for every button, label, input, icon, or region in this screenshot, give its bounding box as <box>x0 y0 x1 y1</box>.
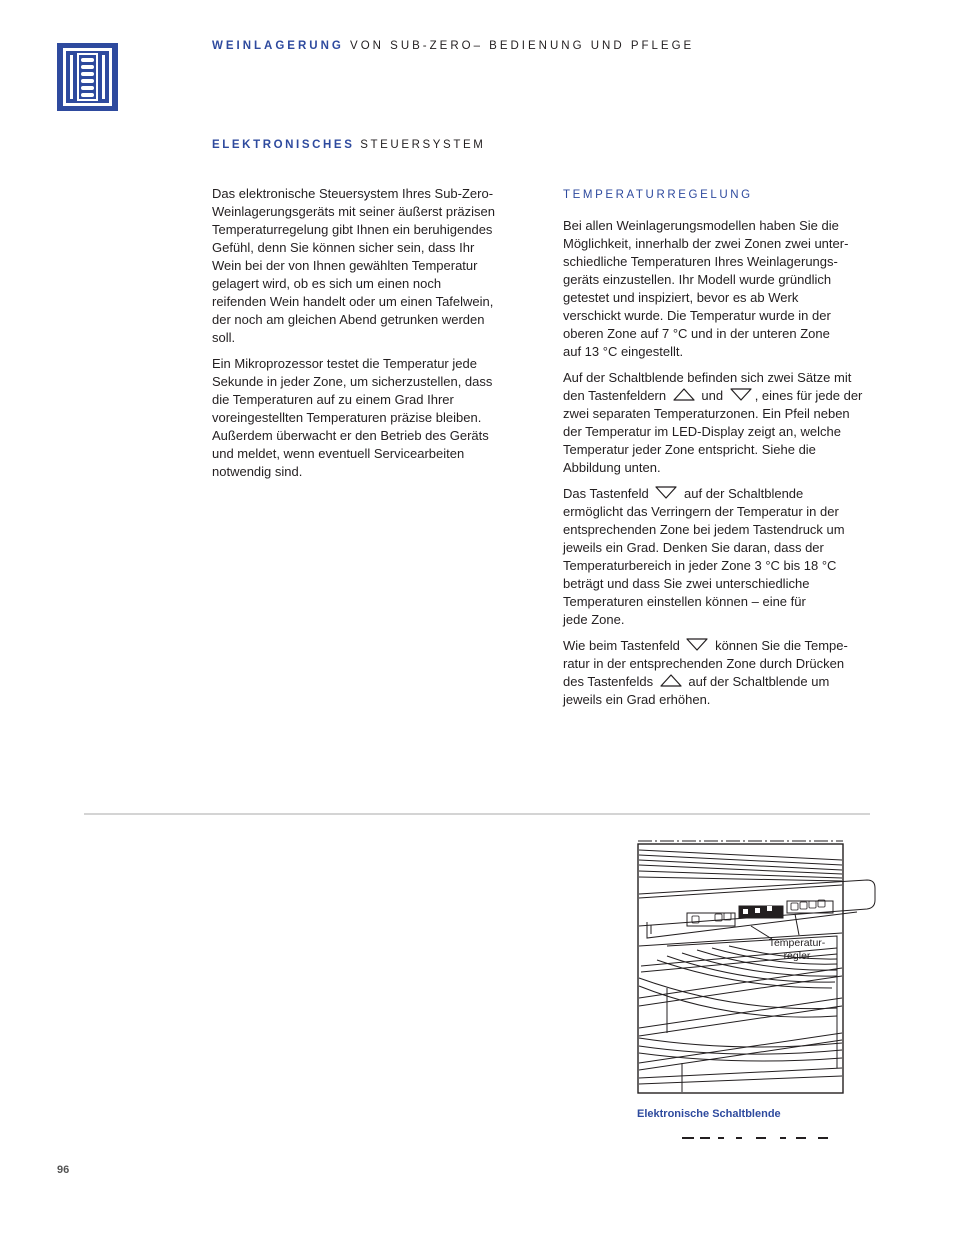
section-title <box>212 139 485 151</box>
subsection-heading: TEMPERATURREGELUNG <box>563 189 753 201</box>
text-line: ratur in der entsprechenden Zone durch Drücken <box>563 656 845 671</box>
text-line <box>563 673 888 691</box>
figure-caption: Elektronische Schaltblende <box>637 1108 781 1120</box>
section-title-rest: STEUERSYSTEM <box>354 139 486 151</box>
inline-text: den Tastenfeldern <box>563 388 667 403</box>
right-column <box>563 186 888 717</box>
inline-text: , eines für jede der <box>754 388 863 403</box>
control-panel-illustration <box>637 838 877 1098</box>
text-line: auf 13 °C eingestellt. <box>563 344 684 359</box>
text-line: jeweils ein Grad. Denken Sie daran, dass der <box>563 540 824 555</box>
microprocessor-paragraph <box>212 355 532 481</box>
text-line: Sekunde in jeder Zone, um sicherzustellen, dass <box>212 374 493 389</box>
text-line: schiedliche Temperaturen Ihres Weinlagerungs- <box>563 254 838 269</box>
divider <box>84 813 870 815</box>
text-line: Ein Mikroprozessor testet die Temperatur jede <box>212 356 477 371</box>
up-arrow-icon <box>659 673 683 688</box>
text-line: entsprechenden Zone bei jedem Tastendruck um <box>563 522 845 537</box>
intro-paragraph <box>212 185 532 347</box>
running-header <box>212 40 694 52</box>
text-line: getestet und inspiziert, bevor es ab Werk <box>563 290 799 305</box>
down-arrow-icon <box>654 485 678 500</box>
inline-text: Wie beim Tastenfeld <box>563 638 680 653</box>
page-number: 96 <box>57 1164 70 1176</box>
figure-label-line2: regler <box>783 950 811 962</box>
sub-zero-logo <box>57 43 118 111</box>
inline-text: können Sie die Tempe- <box>715 638 848 653</box>
inline-text: auf der Schaltblende um <box>688 674 830 689</box>
text-line <box>563 387 888 405</box>
increase-paragraph <box>563 637 888 709</box>
inline-text: Das Tastenfeld <box>563 486 649 501</box>
text-line: gelagert wird, ob es sich um einen noch <box>212 276 442 291</box>
section-title-strong: ELEKTRONISCHES <box>212 139 355 151</box>
text-line: Auf der Schaltblende befinden sich zwei Sätze mit <box>563 370 852 385</box>
text-line: Temperatur jeder Zone entspricht. Siehe die <box>563 442 816 457</box>
inline-text: des Tastenfelds <box>563 674 654 689</box>
text-line: jede Zone. <box>563 612 625 627</box>
keypads-paragraph <box>563 369 888 477</box>
text-line: der Temperatur im LED-Display zeigt an, welche <box>563 424 841 439</box>
text-line: soll. <box>212 330 236 345</box>
cutoff-artifact <box>680 1133 840 1143</box>
text-line: und meldet, wenn eventuell Servicearbeiten <box>212 446 465 461</box>
settings-paragraph <box>563 217 888 361</box>
text-line: notwendig sind. <box>212 464 303 479</box>
text-line: Temperaturregelung gibt Ihnen ein beruhigendes <box>212 222 493 237</box>
text-line: Weinlagerungsgeräts mit seiner äußerst präzisen <box>212 204 496 219</box>
text-line: Das elektronische Steuersystem Ihres Sub-Zero- <box>212 186 494 201</box>
down-arrow-icon <box>685 637 709 652</box>
text-line: Möglichkeit, innerhalb der zwei Zonen zwei unter- <box>563 236 849 251</box>
decrease-paragraph <box>563 485 888 629</box>
text-line: ermöglicht das Verringern der Temperatur in der <box>563 504 839 519</box>
text-line <box>563 637 888 655</box>
text-line: Abbildung unten. <box>563 460 661 475</box>
text-line: verschickt wurde. Die Temperatur wurde in der <box>563 308 831 323</box>
text-line: zwei separaten Temperaturzonen. Ein Pfeil neben <box>563 406 850 421</box>
text-line: beträgt und dass Sie zwei unterschiedliche <box>563 576 810 591</box>
inline-text: und <box>701 388 724 403</box>
figure-label-line1: Temperatur- <box>768 937 826 949</box>
left-column <box>212 185 532 489</box>
text-line: die Temperaturen auf zu einem Grad Ihrer <box>212 392 454 407</box>
text-line: Wein bei der von Ihnen gewählten Temperatur <box>212 258 478 273</box>
text-line: Gefühl, denn Sie können sicher sein, dass Ihr <box>212 240 475 255</box>
text-line: geräts einzustellen. Ihr Modell wurde gründlich <box>563 272 832 287</box>
text-line: der noch am gleichen Abend getrunken werden <box>212 312 485 327</box>
text-line <box>563 485 888 503</box>
down-arrow-icon <box>729 387 753 402</box>
text-line: oberen Zone auf 7 °C und in der unteren Zone <box>563 326 830 341</box>
text-line: Temperaturen einstellen können – eine für <box>563 594 806 609</box>
header-strong: WEINLAGERUNG <box>212 40 344 52</box>
text-line: voreingestellten Temperaturen präzise bleiben. <box>212 410 482 425</box>
text-line: jeweils ein Grad erhöhen. <box>563 692 711 707</box>
inline-text: auf der Schaltblende <box>684 486 804 501</box>
up-arrow-icon <box>672 387 696 402</box>
text-line: Bei allen Weinlagerungsmodellen haben Sie die <box>563 218 839 233</box>
header-rest: VON SUB-ZERO– BEDIENUNG UND PFLEGE <box>343 40 695 52</box>
text-line: Außerdem überwacht er den Betrieb des Geräts <box>212 428 489 443</box>
text-line: reifenden Wein handelt oder um einen Tafelwein, <box>212 294 494 309</box>
text-line: Temperaturbereich in jeder Zone 3 °C bis 18 °C <box>563 558 837 573</box>
